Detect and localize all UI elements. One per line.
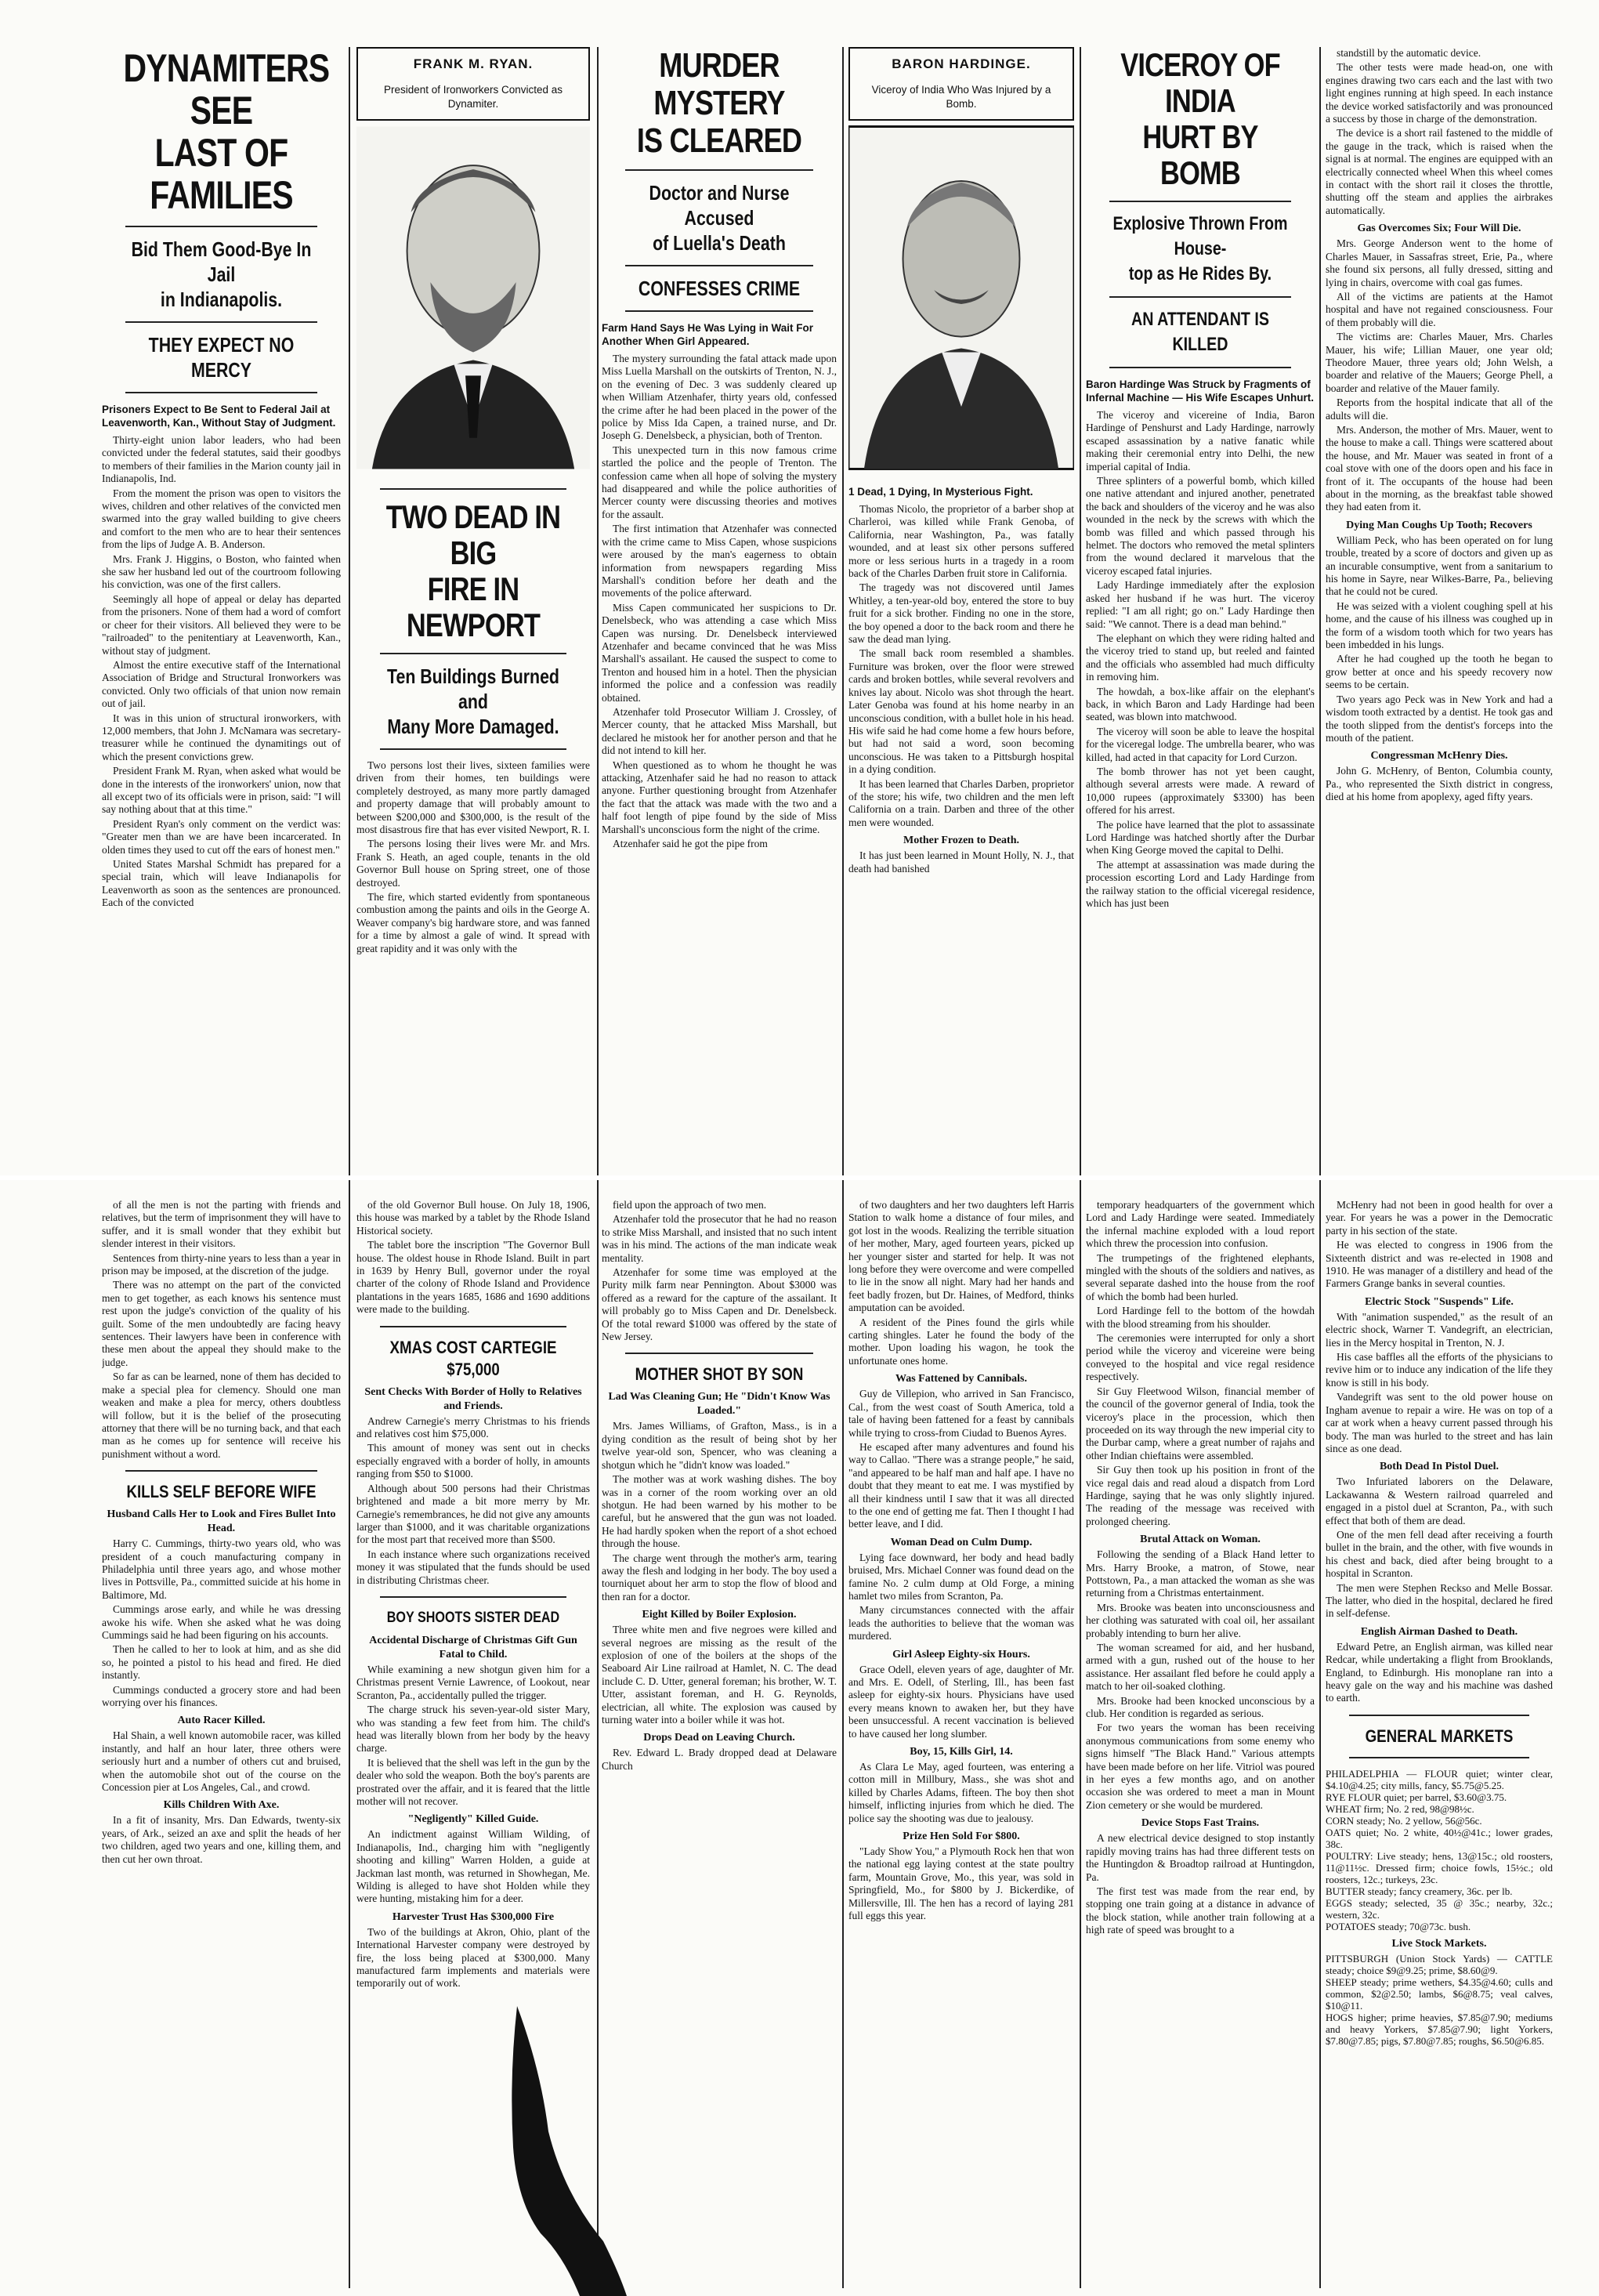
article-viceroy	[1086, 47, 1315, 1175]
paragraph: President Frank M. Ryan, when asked what would be done in the interests of the ironworkers' union, now that all except two of its officials were in prison, said: "I will say nothing about that at this time."	[102, 765, 341, 816]
subhead: Girl Asleep Eighty-six Hours.	[892, 1648, 1030, 1660]
headline: GENERAL MARKETS	[1365, 1726, 1514, 1746]
paragraph: Three splinters of a powerful bomb, which killed one native attendant and injured another, penetrated the back and shoulders of the viceroy and he was also wounded in the neck by the screws with which the bomb was filled and which passed through his helmet. The doctors who removed the metal splinters from the wound declared it marvelous that the viceroy escaped fatal injuries.	[1086, 475, 1315, 577]
divider	[380, 748, 566, 750]
paragraph: Rev. Edward L. Brady dropped dead at Delaware Church	[602, 1747, 837, 1772]
subhead-line: Ten Buildings Burned and	[387, 665, 559, 713]
headline-line: FIRE IN NEWPORT	[406, 570, 541, 643]
paragraph: The woman screamed for aid, and her husband, armed with a gun, rushed out of the house to her assistance. Her assailant fled before he could apply a match to her oil-soaked clothing.	[1086, 1642, 1315, 1693]
paragraph: Mrs. James Williams, of Grafton, Mass., is in a dying condition as the result of being shot by her twelve year-old son, Spencer, who was cleaning a shotgun which he "didn't know was loaded."	[602, 1420, 837, 1471]
deck: Lad Was Cleaning Gun; He "Didn't Know Was Loaded."	[608, 1391, 830, 1418]
market-line: BUTTER steady; fancy creamery, 36c. per lb.	[1326, 1885, 1513, 1897]
subhead: Live Stock Markets.	[1391, 1937, 1487, 1950]
paragraph: It is believed that the shell was left in the gun by the dealer who sold the weapon. Both the boy's parents are prostrated over the affair, and it is feared that the little mother will not recover.	[356, 1756, 590, 1807]
divider	[125, 321, 317, 323]
divider	[625, 169, 813, 171]
paragraph: The elephant on which they were riding halted and the viceroy tried to stand up, but reeled and fainted and the officials who assembled had much difficulty in removing him.	[1086, 632, 1315, 683]
paragraph: John G. McHenry, of Benton, Columbia county, Pa., who represented the Sixth district in congress, died at his home from apoplexy, aged fifty years.	[1326, 765, 1553, 803]
subhead: Harvester Trust Has $300,000 Fire	[392, 1910, 555, 1923]
headline: KILLS SELF BEFORE WIFE	[126, 1482, 317, 1502]
article-column4-continued	[848, 1199, 1074, 2288]
paragraph: Thirty-eight union labor leaders, who had been convicted under the federal statutes, said their goodbys to members of their families in the Marion county jail in Indianapolis, Ind.	[102, 434, 341, 485]
paragraph: Atzenhafer told the prosecutor that he had no reason to strike Miss Marshall, and insisted that no such intent was in his mind. The actions of the man indicate weak mentality.	[602, 1213, 837, 1264]
divider	[125, 1470, 317, 1472]
paragraph: All of the victims are patients at the Hamot hospital and have not regained consciousness. Four of them probably will die.	[1326, 290, 1553, 328]
paragraph: This amount of money was sent out in checks especially engraved with a border of holly, in amounts ranging from $50 to $1000.	[356, 1442, 590, 1480]
paragraph: With "animation suspended," as the result of an electric shock, Warner T. Vandegrift, an electrician, lies in the Mercy hospital in Trenton, N. J.	[1326, 1310, 1553, 1349]
paragraph: The tragedy was not discovered until James Whitley, a ten-year-old boy, entered the store to buy fruit for a sick brother. Finding no one in the store, the boy opened a door to the back room and there he saw the dead man lying.	[848, 581, 1074, 646]
subhead-line: of Luella's Death	[653, 231, 786, 255]
subhead: Dying Man Coughs Up Tooth; Recovers	[1346, 519, 1532, 531]
subhead: Boy, 15, Kills Girl, 14.	[910, 1746, 1013, 1758]
column-six-bottom	[1326, 1199, 1553, 2288]
subhead-line: Bid Them Good-Bye In Jail	[131, 237, 312, 286]
paragraph: Two of the buildings at Akron, Ohio, plant of the International Harvester company were destroyed by fire, the loss being placed at $300,000. Many manufactured farm implements and materials were temporarily out of work.	[356, 1925, 590, 1990]
paragraph: Guy de Villepion, who arrived in San Francisco, Cal., from the west coast of South America, told a tale of having been fattened for a feast by cannibals while trying to cross-from Ciudad to Buenos Ayres.	[848, 1388, 1074, 1439]
column-six-top	[1326, 47, 1553, 1175]
subhead-line: top as He Rides By.	[1128, 263, 1272, 284]
paragraph: The mystery surrounding the fatal attack made upon Miss Luella Marshall on the outskirts of Trenton, N. J., on the evening of Dec. 3 was suddenly cleared up when William Atzenhafer, thirty years old, confessed the crime after he had been placed in the power of the police by Miss Ida Capen, a trained nurse, and Dr. Joseph G. Denelsbeck, a physician, both of Trenton.	[602, 353, 837, 442]
portrait-caption-box	[848, 47, 1074, 121]
torn-paper-damage	[470, 2006, 627, 2296]
paragraph: The mother was at work washing dishes. The boy was in a corner of the room working over an old shotgun. He had been warned by his mother to be careful, but he answered that the gun was not loaded. He had hardly spoken when the report of a shot echoed through the house.	[602, 1473, 837, 1550]
paragraph: As Clara Le May, aged fourteen, was entering a cotton mill in Millbury, Mass., she was shot and killed by Charles Adams, fifteen. The boy then shot himself, inflicting injuries from which he died. The police say the shooting was due to jealousy.	[848, 1761, 1074, 1824]
divider	[1109, 201, 1291, 202]
paragraph: The victims are: Charles Mauer, Mrs. Charles Mauer, his wife; Lillian Mauer, one year old; Theodore Mauer, three years old; John Welsh, a boarder and relative of the Mauers; George Phell, a boarder and relative of the Mauer family.	[1326, 331, 1553, 394]
headline: MOTHER SHOT BY SON	[635, 1364, 804, 1385]
paragraph: Mrs. George Anderson went to the home of Charles Mauer, in Sassafras street, Erie, Pa., where she found six persons, all fully dressed, sitting and lying in chairs, overcome with coal gas fumes.	[1326, 237, 1553, 288]
paragraph: Atzenhafer said he got the pipe from	[613, 838, 768, 850]
paragraph: In a fit of insanity, Mrs. Dan Edwards, twenty-six years, of Ark., seized an axe and split the heads of her two children, aged two years and one, killing them, and then cut her own throat.	[102, 1814, 341, 1865]
divider	[625, 310, 813, 312]
divider	[1109, 296, 1291, 298]
article-ryan-newport	[356, 47, 590, 1175]
deck: Baron Hardinge Was Struck by Fragments of Infernal Machine — His Wife Escapes Unhurt.	[1086, 378, 1314, 404]
paragraph: Mrs. Anderson, the mother of Mrs. Mauer, went to the house to make a call. Things were scattered about the house, and Mr. Mauer was seated in front of a coal stove with one of the doors open and his face in front of it. The occupants of the house had been about in the morning, as the breakfast table showed they had eaten from it.	[1326, 423, 1553, 513]
column-rule	[1319, 47, 1321, 2288]
article-murder-mystery	[602, 47, 837, 1175]
paragraph: It was in this union of structural ironworkers, with 12,000 members, that John J. McNamara was secretary-treasurer while he continued the dynamitings out of which the present convictions grew.	[102, 712, 341, 762]
paragraph: It has just been learned in Mount Holly, N. J., that death had banished	[848, 849, 1074, 875]
paragraph: His case baffles all the efforts of the physicians to revive him or to induce any indication of the life they know is still in his body.	[1326, 1351, 1553, 1389]
paragraph: For two years the woman has been receiving anonymous communications from some enemy who signs himself "The Black Hand." Various attempts have been made before on her life. Vitriol was poured in her eyes a few months ago, and on another occasion she was ordered to meet a man in Mount Zion cemetery or she would be murdered.	[1086, 1722, 1315, 1811]
deck: 1 Dead, 1 Dying, In Mysterious Fight.	[848, 486, 1033, 498]
subhead: Gas Overcomes Six; Four Will Die.	[1357, 223, 1521, 235]
divider	[125, 392, 317, 393]
paragraph: Two years ago Peck was in New York and had a wisdom tooth extracted by a dentist. He took gas and the tooth slipped from the dentist's forceps into the mouth of the patient.	[1326, 693, 1553, 744]
paragraph: The men were Stephen Reckso and Melle Bossar. The latter, who died in the hospital, declared he fired in self-defense.	[1326, 1581, 1553, 1620]
paragraph: The viceroy and vicereine of India, Baron Hardinge of Penshurst and Lady Hardinge, narrowly escaped assassination by a native fanatic while making their ceremonial entry into Delhi, the new imperial capital of India.	[1086, 409, 1315, 473]
headline-line: LAST OF FAMILIES	[150, 131, 293, 217]
market-line: EGGS steady; selected, 35 @ 35c.; nearby, 32c.; western, 32c.	[1326, 1896, 1553, 1921]
market-line: HOGS higher; prime heavies, $7.85@7.90; mediums and heavy Yorkers, $7.85@7.90; light Yorkers, $7.80@7.85; pigs, $7.80@7.85; roughs, $6.50@6.85.	[1326, 2011, 1553, 2047]
paragraph: "Lady Show You," a Plymouth Rock hen that won the national egg laying contest at the state poultry farm, Mountain Grove, Mo., this year, was sold in Springfield, Mo., for $800 by J. Bickerdike, of Millersville, Ill. The hen has a record of laying 281 full eggs this year.	[848, 1845, 1074, 1922]
divider	[1109, 367, 1291, 368]
market-line: POULTRY: Live steady; hens, 13@15c.; old roosters, 11@11½c. Dressed firm; choice fowls, 15½c.; old roosters, 12c.; turkeys, 23c.	[1326, 1849, 1553, 1885]
paragraph: The persons losing their lives were Mr. and Mrs. Frank S. Heath, an aged couple, tenants in the old Governor Bull house on Spring street, one of those destroyed.	[356, 838, 590, 889]
paragraph: Mrs. Brooke had been knocked unconscious by a club. Her condition is regarded as serious.	[1086, 1694, 1315, 1720]
paragraph: It has been learned that Charles Darben, proprietor of the store; his wife, two children and the men left California on a train. Darben and three of the other men were wounded.	[848, 777, 1074, 828]
paragraph: Three white men and five negroes were killed and several negroes are missing as the result of the explosion of one of the boilers at the shops of the Seaboard Air Line railroad at Hamlet, N. C. The dead include C. D. Utter, general foreman; his brother, W. T. Utter, assistant foreman, and H. G. Reynolds, electrician, all white. The explosion was caused by turning water into a boiler while it was hot.	[602, 1624, 837, 1726]
market-line: WHEAT firm; No. 2 red, 98@98½c.	[1326, 1802, 1474, 1815]
paragraph: Mrs. Frank J. Higgins, o Boston, who fainted when she saw her husband led out of the courtroom following his conviction, was one of the first callers.	[102, 552, 341, 591]
headline: XMAS COST CARTEGIE $75,000	[389, 1337, 557, 1379]
paragraph: Grace Odell, eleven years of age, daughter of Mr. and Mrs. E. Odell, of Sterling, Ill., has been fast asleep for eighty-six hours. Physicians have used every means known to awaken her, but they have been unsuccessful. A recent vaccination is believed to have caused her long slumber.	[848, 1663, 1074, 1740]
headline-line: VICEROY OF INDIA	[1120, 47, 1280, 119]
paragraph: He escaped after many adventures and found his way to Callao. "There was a strange people," he said, "and appeared to be half man and half ape. I have no doubt that they meant to eat me. I was mystified by all their kindness until I saw that it was all directed to the one end of getting me fat. Then I thought I had better leave, and I did.	[848, 1440, 1074, 1530]
paragraph: The other tests were made head-on, one with engines drawing two cars each and the last with two light engines running at high speed. In each instance the device worked satisfactorily and was pronounced a success by those in charge of the demonstration.	[1326, 61, 1553, 125]
paragraph: standstill by the automatic device.	[1337, 47, 1481, 59]
subhead-line: THEY EXPECT NO MERCY	[148, 333, 295, 382]
paragraph: temporary headquarters of the government which Lord and Lady Hardinge were seated. Immediately the infernal machine exploded with a loud report which threw the procession into confusion.	[1086, 1199, 1315, 1250]
subhead: Both Dead In Pistol Duel.	[1379, 1461, 1500, 1473]
subhead: "Negligently" Killed Guide.	[407, 1813, 539, 1826]
paragraph: The first intimation that Atzenhafer was connected with the crime came to Miss Capen, whose suspicions were aroused by the man's eagerness to obtain information from newspapers regarding Miss Marshall's condition before her death and the movements of the police afterward.	[602, 523, 837, 599]
market-line: PHILADELPHIA — FLOUR quiet; winter clear, $4.10@4.25; city mills, fancy, $5.75@5.25.	[1326, 1767, 1553, 1791]
paragraph: From the moment the prison was open to visitors the wives, children and other relatives of the convicted men swarmed into the gray walled building to give cheers and comfort to the men who are to hear their sentences from the lips of Judge A. B. Anderson.	[102, 487, 341, 551]
paragraph: While examining a new shotgun given him for a Christmas present Vernie Lawrence, of Lookout, near Scranton, Pa., accidentally pulled the trigger.	[356, 1663, 590, 1701]
divider	[380, 653, 566, 654]
paragraph: So far as can be learned, none of them has decided to make a special plea for clemency. Should one man weaken and make a plea for mercy, others doubtless will follow, but it is the belief of the prosecuting attorney that there will be no turning back, and that each man as he comes up for sentence will receive his punishment without a word.	[102, 1371, 341, 1460]
column-rule	[1080, 47, 1081, 2288]
divider	[380, 488, 566, 490]
headline-line: HURT BY BOMB	[1142, 118, 1258, 191]
article-viceroy-continued	[1086, 1199, 1315, 2288]
paragraph: The viceroy will soon be able to leave the hospital for the viceregal lodge. The umbrella bearer, who was killed, had acted in that capacity for Lord Curzon.	[1086, 725, 1315, 763]
market-line: PITTSBURGH (Union Stock Yards) — CATTLE steady; choice $9@9.25; prime, $8.60@9.	[1326, 1952, 1553, 1976]
paragraph: Sir Guy Fleetwood Wilson, financial member of the council of the governor general of India, took the viceroy's place in the procession, which then proceeded on its way through the new imperial city to the Durbar camp, where a great number of rajahs and other Indian chieftains were assembled.	[1086, 1385, 1315, 1461]
headline: BOY SHOOTS SISTER DEAD	[386, 1609, 560, 1626]
paragraph: The police have learned that the plot to assassinate Lord Hardinge was hatched shortly after the Durbar when King George moved the capital to Delhi.	[1086, 818, 1315, 856]
column-rule	[597, 47, 599, 2288]
subhead: Eight Killed by Boiler Explosion.	[642, 1609, 797, 1621]
paragraph: Reports from the hospital indicate that all of the adults will die.	[1326, 397, 1553, 422]
paragraph: Cummings conducted a grocery store and had been worrying over his finances.	[102, 1683, 341, 1708]
market-line: POTATOES steady; 70@73c. bush.	[1326, 1920, 1471, 1932]
paragraph: An indictment against William Wilding, of Indianapolis, Ind., charging him with "negligently shooting and killing" Warren Holden, a guide at Jackman last month, was returned in Showhegan, Me. Wilding is alleged to have shot Holden while they were hunting, mistaking him for a deer.	[356, 1828, 590, 1905]
subhead-line: CONFESSES CRIME	[638, 277, 801, 300]
paragraph: Edward Petre, an English airman, was killed near Redcar, while undertaking a flight from Brooklands, England, to Edinburgh. His monoplane ran into a heavy gale on the way and his machine was dashed to earth.	[1326, 1640, 1553, 1704]
paragraph: In each instance where such organizations received money it was stipulated that the funds should be used in distributing Christmas cheer.	[356, 1548, 590, 1586]
subhead: Device Stops Fast Trains.	[1141, 1817, 1260, 1830]
paragraph: He was elected to congress in 1906 from the Sixteenth district and was re-elected in 1908 and 1910. He was manager of a distillery and head of the Farmers Grange banks in several counties.	[1326, 1239, 1553, 1290]
market-line: CORN steady; No. 2 yellow, 56@56c.	[1326, 1814, 1482, 1827]
paragraph: The first test was made from the rear end, by stopping one train going at a distance in advance of the block station, while another train following at a high rate of speed was brought to a	[1086, 1885, 1315, 1936]
paragraph: William Peck, who has been operated on for lung trouble, treated by a score of doctors and given up as an incurable consumptive, went from a sanitarium to his home in Sayre, near Wilkes-Barre, Pa., believing that he could not be cured.	[1326, 534, 1553, 598]
paragraph: Lying face downward, her body and head badly bruised, Mrs. Michael Conner was found dead on the famine No. 2 culm dump at Old Forge, a mining hamlet two miles from Scranton, Pa.	[848, 1551, 1074, 1602]
paragraph: Although about 500 persons had their Christmas brightened and made a bit more merry by Mr. Carnegie's remembrances, he did not give any amounts larger than $1000, and it was charitable organizations for the most part that received more than $500.	[356, 1482, 590, 1546]
paragraph: This unexpected turn in this now famous crime startled the police and the people of Trenton. The confession came when all hope of solving the mystery had disappeared and while the police authorities of Mercer county were discussing theories and motives for the assault.	[602, 444, 837, 520]
paragraph: One of the men fell dead after receiving a fourth bullet in the brain, and the other, with five wounds in his chest and back, died after being brought to a hospital in Scranton.	[1326, 1528, 1553, 1580]
paragraph: The small back room resembled a shambles. Furniture was broken, over the floor were strewed cards and broken bottles, while several revolvers and knives lay about. Nicolo was shot through the heart. Later Genoba was found at his home nearby in an unconscious condition, with a bullet hole in his head. His wife said he had come home a few hours before, but had not said a word, soon becoming unconscious. He was taken to a Pittsburgh hospital in a dying condition.	[848, 647, 1074, 776]
paragraph: After he had coughed up the tooth he began to grow better at once and his speedy recovery now seems to be certain.	[1326, 653, 1553, 691]
paragraph: Miss Capen communicated her suspicions to Dr. Denelsbeck, who was attending a case which Miss Capen was nursing. Dr. Denelsbeck interviewed Atzenhafer and became convinced that he was Miss Marshall's assailant. He caused the suspect to come to Trenton and housed him in a hotel. Then the physician informed the police and a confession was readily obtained.	[602, 601, 837, 704]
paragraph: Lord Hardinge fell to the bottom of the howdah with the blood streaming from his shoulder.	[1086, 1305, 1315, 1330]
subhead: Prize Hen Sold For $800.	[903, 1831, 1020, 1843]
paragraph: Sir Guy then took up his position in front of the vice regal dais and read aloud a dispatch from Lord Hardinge, saying that he was only slightly injured. The reading of the message was received with prolonged cheering.	[1086, 1464, 1315, 1527]
paragraph: The bomb thrower has not yet been caught, although several arrests were made. A reward of 10,000 rupees (approximately $3300) has been offered for his arrest.	[1086, 765, 1315, 817]
deck: Husband Calls Her to Look and Fires Bullet Into Head.	[107, 1508, 336, 1535]
market-line: SHEEP steady; prime wethers, $4.35@4.60; culls and common, $2@2.50; lambs, $6@8.75; veal calves, $10@11.	[1326, 1976, 1553, 2012]
paragraph: field upon the approach of two men.	[613, 1199, 767, 1211]
paragraph: Then he called to her to look at him, and as she did so, he pointed a pistol to his head and fired. He died instantly.	[102, 1643, 341, 1682]
deck: Accidental Discharge of Christmas Gift Gun Fatal to Child.	[369, 1634, 577, 1660]
paragraph: President Ryan's only comment on the verdict was: "Greater men than we are have been incarcerated. In olden times they used to cut off the ears of honest men."	[102, 817, 341, 856]
paragraph: The charge went through the mother's arm, tearing away the flesh and lodging in her body. The boy used a tourniquet about her arm to stop the flow of blood and then ran for a doctor.	[602, 1552, 837, 1602]
paragraph: Thomas Nicolo, the proprietor of a barber shop at Charleroi, was killed while Frank Genoba, of California, near Washington, Pa., was fatally wounded, and at least six other persons suffered more or less serious hurts in a tragedy in a room back of the Charles Darben fruit store in California.	[848, 503, 1074, 580]
deck: Sent Checks With Border of Holly to Relatives and Friends.	[364, 1385, 582, 1412]
subhead: Was Fattened by Cannibals.	[895, 1373, 1028, 1385]
paragraph: of all the men is not the parting with friends and relatives, but the term of imprisonment they will have to suffer, and it is small wonder that they exhibit but slender interest in their visitors.	[102, 1199, 341, 1250]
subhead-line: in Indianapolis.	[160, 288, 283, 311]
portrait-image	[848, 125, 1074, 470]
divider	[625, 265, 813, 266]
subhead-line: Explosive Thrown From House-	[1112, 213, 1288, 259]
paragraph: Harry C. Cummings, thirty-two years old, who was president of a couch manufacturing company in Philadelphia until three years ago, and whose mother lives in Pottsville, Pa., committed suicide at his home in Baltimore, Md.	[102, 1537, 341, 1601]
divider	[380, 1596, 566, 1598]
page-fold	[0, 1175, 1599, 1180]
subhead: Congressman McHenry Dies.	[1370, 750, 1508, 762]
subhead: Kills Children With Axe.	[163, 1799, 280, 1812]
subhead: Woman Dead on Culm Dump.	[890, 1536, 1033, 1548]
paragraph: The fire, which started evidently from spontaneous combustion among the paints and oils in the George A. Weaver company's big hardware store, and was fanned for a time by almost a gale of wind. It spread with great rapidity and it was only with the	[356, 891, 590, 954]
article-hardinge-portrait	[848, 47, 1074, 1175]
paragraph: Almost the entire executive staff of the International Association of Bridge and Structural Ironworkers was convicted. Only two officials of that union now remain out of jail.	[102, 658, 341, 710]
portrait-image	[356, 125, 590, 470]
paragraph: The attempt at assassination was made during the procession escorting Lord and Lady Hardinge from the railway station to the official viceregal residence, which has just been	[1086, 858, 1315, 910]
subhead: Drops Dead on Leaving Church.	[643, 1732, 795, 1744]
column-rule	[842, 47, 844, 2288]
paragraph: McHenry had not been in good health for over a year. For years he was a power in the Democratic party in his section of the state.	[1326, 1199, 1553, 1237]
subhead: English Airman Dashed to Death.	[1360, 1625, 1518, 1638]
divider	[380, 1326, 566, 1327]
paragraph: A new electrical device designed to stop instantly rapidly moving trains has had three different tests on the Huntingdon & Broadtop railroad at Huntingdon, Pa.	[1086, 1832, 1315, 1883]
paragraph: Following the sending of a Black Hand letter to Mrs. Harry Brooke, a matron, of Stowe, near Pottstown, Pa., a man attacked the woman as she was returning from a Christmas entertainment.	[1086, 1548, 1315, 1599]
subhead: Auto Racer Killed.	[177, 1715, 266, 1727]
paragraph: The trumpetings of the frightened elephants, mingled with the shouts of the soldiers and natives, as several separate dashed into the house from the roof of which the bomb had been hurled.	[1086, 1251, 1315, 1302]
headline-line: DYNAMITERS SEE	[123, 47, 330, 132]
deck: Farm Hand Says He Was Lying in Wait For Another When Girl Appeared.	[602, 322, 814, 347]
caption-name: FRANK M. RYAN.	[413, 56, 534, 71]
divider	[1349, 1757, 1529, 1758]
divider	[1349, 1715, 1529, 1716]
headline-line: TWO DEAD IN BIG	[385, 498, 561, 571]
paragraph: Two Infuriated laborers on the Delaware, Lackawanna & Western railroad quarreled and engaged in a pistol duel at Scranton, Pa., with such effect that both of them are dead.	[1326, 1476, 1553, 1526]
portrait-caption-box	[356, 47, 590, 121]
divider	[625, 1353, 813, 1354]
subhead: Brutal Attack on Woman.	[1140, 1534, 1261, 1546]
subhead-line: AN ATTENDANT IS KILLED	[1131, 309, 1270, 355]
subhead-line: Many More Damaged.	[387, 715, 559, 738]
paragraph: Atzenhafer for some time was employed at the Purity milk farm near Pennington. About $3000 was offered as a reward for the capture of the assailant. It will probably go to Miss Capen and Dr. Denelsbeck. Of the total reward $1000 was offered by the state of New Jersey.	[602, 1266, 837, 1343]
paragraph: Seemingly all hope of appeal or delay has departed from the prisoners. None of them had a word of comfort or cheer for their visitors. All believed they were to be "railroaded" to the penitentiary at Leavenworth, Kan., without stay of judgment.	[102, 592, 341, 657]
headline-line: IS CLEARED	[636, 121, 802, 160]
paragraph: United States Marshal Schmidt has prepared for a special train, which will leave Indianapolis for Leavenworth as soon as the sentences are pronounced. Each of the convicted	[102, 858, 341, 909]
paragraph: The charge struck his seven-year-old sister Mary, who was standing a few feet from him. The child's head was literally blown from her body by the heavy charge.	[356, 1704, 590, 1755]
paragraph: Atzenhafer told Prosecutor William J. Crossley, of Mercer county, that he attacked Miss Marshall, but declared he mistook her for another person and that he did not intend to kill her.	[602, 705, 837, 757]
market-line: RYE FLOUR quiet; per barrel, $3.60@3.75.	[1326, 1791, 1507, 1803]
headline-line: MURDER MYSTERY	[653, 47, 785, 122]
paragraph: Andrew Carnegie's merry Christmas to his friends and relatives cost him $75,000.	[356, 1414, 590, 1440]
paragraph: When questioned as to whom he thought he was attacking, Atzenhafer said he had no reason to attack anyone. Further questioning brought from Atzenhafer the fact that the attack was made with the two and a half foot length of pipe found by the side of Miss Marshall's unconscious form the night of the crime.	[602, 759, 837, 835]
paragraph: Hal Shain, a well known automobile racer, was killed instantly, and half an hour later, three others were seriously hurt and a number of others cut and bruised, when the automobile shot out of the course on the Concession pier at Los Angeles, Cal., and crowd.	[102, 1729, 341, 1794]
article-dynamiters	[102, 47, 341, 1175]
paragraph: A resident of the Pines found the girls while carting shingles. Later he found the body of the mother. Upon loading his wagon, he took the unfortunate ones home.	[848, 1316, 1074, 1367]
paragraph: The device is a short rail fastened to the middle of the gauge in the track, which is raised when the signal is at normal. The engines are equipped with an electrically connected wheel When this wheel comes in contact with the short rail it closes the throttle, shutting off the steam and applies the airbrakes automatically.	[1326, 127, 1553, 216]
paragraph: The ceremonies were interrupted for only a short period while the viceroy and vicereine were being conveyed to the hospital and vice regal residence respectively.	[1086, 1332, 1315, 1383]
paragraph: Vandegrift was sent to the old power house on Ingham avenue to repair a wire. He was on top of a car at work when a heavy current passed through his body. The man was hurled to the street and has lain since as one dead.	[1326, 1391, 1553, 1454]
caption-text: President of Ironworkers Convicted as Dynamiter.	[383, 84, 563, 110]
paragraph: Lady Hardinge immediately after the explosion asked her husband if he was hurt. The viceroy replied: "I am all right; go on." Lady Hardinge then said: "We cannot. There is a dead man behind."	[1086, 579, 1315, 630]
divider	[125, 226, 317, 227]
paragraph: Two persons lost their lives, sixteen families were driven from their homes, ten buildings were completely destroyed, as many more partly damaged and property damage that will probably amount to between $200,000 and $300,000, is the result of the most disastrous fire that has ever visited Newport, R. I.	[356, 759, 590, 836]
paragraph: The howdah, a box-like affair on the elephant's back, in which Baron and Lady Hardinge had been seated, was blown into matchwood.	[1086, 685, 1315, 723]
paragraph: Cummings arose early, and while he was dressing awoke his wife. When she asked what he was doing Cummings said he had been figuring on his accounts.	[102, 1603, 341, 1641]
paragraph: of the old Governor Bull house. On July 18, 1906, this house was marked by a tablet by the Rhode Island Historical society.	[356, 1199, 590, 1237]
paragraph: of two daughters and her two daughters left Harris Station to walk home a distance of four miles, and got lost in the woods. Realizing the terrible situation of her mother, Mary, aged fourteen years, picked up her younger sister and started for help. It was not long before they were overcome and were compelled to lie in the snow all night. Mary had her hands and feet badly frozen, but Dr. Haines, of Medford, thinks amputation can be avoided.	[848, 1199, 1074, 1314]
deck: Prisoners Expect to Be Sent to Federal Jail at Leavenworth, Kan., Without Stay of Judgment.	[102, 404, 336, 429]
paragraph: The tablet bore the inscription "The Governor Bull house. The oldest house in Rhode Island. Built in part in 1639 by Henry Bull, governor under the royal charter of the colony of Rhode Island and Providence plantations in the years 1685, 1686 and 1690 additions were made to the building.	[356, 1239, 590, 1316]
column-rule	[349, 47, 350, 2288]
subhead-line: Doctor and Nurse Accused	[649, 181, 790, 230]
market-line: OATS quiet; No. 2 white, 40½@41c.; lower grades, 38c.	[1326, 1826, 1553, 1850]
article-dynamiters-continued	[102, 1199, 341, 2288]
paragraph: He was seized with a violent coughing spell at his home, and the cause of his illness was coughed up in the form of a wisdom tooth which for two years has been imbedded in his lungs.	[1326, 599, 1553, 651]
paragraph: Sentences from thirty-nine years to less than a year in prison may be imposed, at the discretion of the judge.	[102, 1251, 341, 1277]
paragraph: Many circumstances connected with the affair leads the authorities to believe that the woman was murdered.	[848, 1604, 1074, 1642]
subhead: Electric Stock "Suspends" Life.	[1365, 1295, 1514, 1308]
article-murder-continued	[602, 1199, 837, 2288]
subhead: Mother Frozen to Death.	[903, 835, 1019, 847]
paragraph: There was no attempt on the part of the convicted men to get together, as each knows his sentence must rest upon the judge's conviction of the quality of his guilt. Some of the men undoubtedly are facing heavy sentences. Their lawyers have been in conference with these men about the appeal they should make to the judge.	[102, 1279, 341, 1368]
paragraph: Mrs. Brooke was beaten into unconsciousness and her clothing was saturated with coal oil, her assailant probably intending to burn her alive.	[1086, 1601, 1315, 1639]
caption-name: BARON HARDINGE.	[892, 56, 1031, 71]
caption-text: Viceroy of India Who Was Injured by a Bomb.	[871, 84, 1051, 110]
